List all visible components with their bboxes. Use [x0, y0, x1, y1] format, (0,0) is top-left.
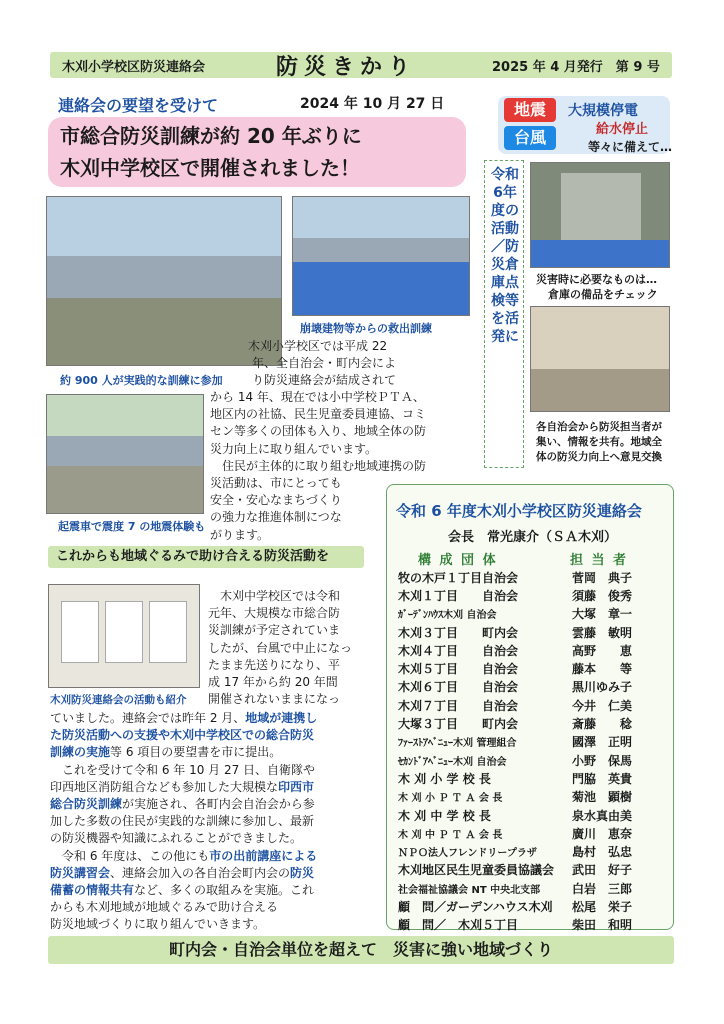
- footer-slogan: 町内会・自治会単位を超えて 災害に強い地域づくり: [48, 936, 674, 964]
- member-organization: 木刈３丁目 町内会: [398, 625, 519, 640]
- photo2-caption: 崩壊建物等からの救出訓練: [300, 322, 432, 335]
- sub-heading: これからも地域ぐるみで助け合える防災活動を: [48, 546, 364, 568]
- tag-earthquake: 地震: [504, 98, 556, 122]
- member-person: 菅岡 典子: [572, 570, 633, 585]
- text-line: ていました。連絡会では昨年 2 月、地域が連携し: [50, 711, 318, 725]
- member-row: [398, 879, 668, 897]
- member-person: 菊池 顕樹: [572, 790, 633, 805]
- member-person: 雲藤 敏明: [572, 625, 633, 640]
- article-date: 2024 年 10 月 27 日: [300, 96, 445, 112]
- text-line: 年、全自治会・町内会によ: [252, 356, 397, 371]
- text-line: 防災講習会、連絡会加入の各自治会町内会の防災: [50, 865, 315, 880]
- tag-water-outage: 給水停止: [596, 122, 649, 137]
- text-line: の防災機器や知識にふれることができました。: [50, 831, 303, 846]
- sidebar-caption-2: 各自治会から防災担当者が 集い、情報を共有。地域全 体の防災力向上へ意見交換: [536, 421, 662, 463]
- member-person: 武田 好子: [572, 863, 633, 878]
- tag-typhoon: 台風: [504, 126, 556, 150]
- member-row: [398, 897, 668, 915]
- rescue-training-photo: [292, 196, 470, 316]
- activity-display-photo: [48, 584, 200, 688]
- prepare-text: 等々に備えて…: [588, 140, 673, 154]
- member-row: [398, 605, 668, 623]
- member-organization: ｶﾞｰﾃﾞﾝﾊｳｽ木刈 自治会: [398, 610, 497, 622]
- text-line: 災訓練が予定されていま: [208, 623, 341, 638]
- member-row: [398, 623, 668, 641]
- member-person: 藤本 等: [572, 662, 633, 677]
- newsletter-title: 防災きかり: [276, 54, 417, 80]
- member-organization: 木 刈 中 Ｐ Ｔ Ａ 会 長: [398, 829, 503, 841]
- paragraph-1: [236, 338, 472, 390]
- member-row: [398, 714, 668, 732]
- member-organization: 木刈６丁目 自治会: [398, 680, 519, 695]
- member-row: [398, 733, 668, 751]
- member-row: [398, 678, 668, 696]
- photo4-caption: 木刈防災連絡会の活動も紹介: [50, 694, 187, 706]
- warehouse-check-photo: [530, 162, 670, 268]
- text-line: た防災活動への支援や木刈中学校区での総合防災: [50, 728, 315, 743]
- earthquake-vehicle-photo: [46, 394, 204, 514]
- member-row: [398, 659, 668, 677]
- member-row: [398, 824, 668, 842]
- member-person: 須藤 俊秀: [572, 588, 633, 603]
- headline-line-1: 市総合防災訓練が約 20 年ぶりに: [60, 124, 362, 148]
- member-row: [398, 788, 668, 806]
- member-organization: 木刈１丁目 自治会: [398, 588, 519, 603]
- member-organization: ﾌｧｰｽﾄｱﾍﾞﾆｭｰ木刈 管理組合: [398, 738, 517, 750]
- text-line: セン等多くの団体も入り、地域全体の防: [210, 424, 427, 439]
- text-line: 総合防災訓練が実施され、各町内会自治会から参: [50, 797, 315, 812]
- member-row: [398, 586, 668, 604]
- member-organization: 大塚３丁目 町内会: [398, 717, 519, 732]
- text-line: から 14 年、現在では小中学校ＰＴＡ、: [210, 390, 425, 404]
- text-line: 防災地域づくりに取り組んでいきます。: [50, 917, 266, 932]
- headline-line-2: 木刈中学校区で開催されました！: [60, 156, 360, 180]
- text-line: の強力な推進体制につな: [210, 510, 342, 525]
- member-row: [398, 696, 668, 714]
- tag-blackout: 大規模停電: [568, 103, 638, 119]
- text-line: 印西地区消防組合なども参加した大規模な印西市: [50, 779, 315, 794]
- member-person: 松尾 栄子: [572, 899, 633, 914]
- text-line: 木刈中学校区では令和: [220, 589, 341, 603]
- member-organization: 顧 問／ガーデンハウス木刈: [398, 899, 553, 914]
- text-line: 木刈小学校区では平成 22: [248, 339, 388, 353]
- member-organization: 顧 問／ 木刈５丁目: [398, 918, 519, 933]
- members-chair: 会長 常光康介（ＳＡ木刈）: [448, 530, 618, 545]
- member-person: 黒川ゆみ子: [572, 680, 633, 695]
- members-col1-header: 構 成 団 体: [418, 553, 498, 568]
- text-line: がります。: [210, 527, 270, 542]
- member-person: 大塚 章一: [572, 607, 633, 622]
- member-row: [398, 842, 668, 860]
- text-line: り防災連絡会が結成されて: [252, 373, 397, 388]
- member-organization: 木刈５丁目 自治会: [398, 662, 519, 677]
- photo1-caption: 約 900 人が実践的な訓練に参加: [60, 374, 223, 387]
- member-row: [398, 769, 668, 787]
- member-organization: 木 刈 中 学 校 長: [398, 808, 491, 823]
- meeting-photo: [530, 306, 670, 412]
- member-organization: 木 刈 小 学 校 長: [398, 771, 491, 786]
- member-person: 國澤 正明: [572, 735, 633, 750]
- member-organization: 木刈地区民生児童委員協議会: [398, 863, 555, 878]
- member-organization: 木 刈 小 Ｐ Ｔ Ａ 会 長: [398, 793, 503, 805]
- member-organization: 木刈７丁目 自治会: [398, 698, 519, 713]
- text-line: 地区内の社協、民生児童委員連協、コミ: [210, 407, 427, 422]
- member-row: [398, 861, 668, 879]
- member-row: [398, 751, 668, 769]
- member-person: 高野 恵: [572, 643, 633, 658]
- member-person: 島村 弘忠: [572, 845, 633, 860]
- member-person: 斎藤 稔: [572, 717, 633, 732]
- paragraph-3: [208, 588, 378, 708]
- text-line: たまま先送りになり、平: [208, 657, 341, 672]
- text-line: 開催されないままになっ: [208, 692, 341, 707]
- member-person: 白岩 三郎: [572, 881, 633, 896]
- member-person: 廣川 恵奈: [572, 826, 633, 841]
- text-line: 加した多数の住民が実践的な訓練に参加し、最新: [50, 814, 315, 829]
- members-col2-header: 担 当 者: [570, 553, 629, 568]
- text-line: からも木刈地域が地域ぐるみで助け合える: [50, 900, 279, 915]
- paragraph-4-6: [50, 710, 380, 934]
- text-line: 災活動は、市にとっても: [210, 476, 342, 491]
- member-person: 柴田 和明: [572, 918, 633, 933]
- text-line: したが、台風で中止になっ: [208, 640, 353, 655]
- member-organization: ｾｶﾝﾄﾞｱﾍﾞﾆｭｰ木刈 自治会: [398, 756, 507, 768]
- sidebar-caption-1: 災害時に必要なものは… 倉庫の備品をチェック: [536, 273, 658, 301]
- member-row: [398, 806, 668, 824]
- member-row: [398, 916, 668, 934]
- members-table: [398, 568, 668, 934]
- issue-info: 2025 年 4 月発行 第 9 号: [492, 60, 660, 75]
- photo3-caption: 起震車で震度 7 の地震体験も: [58, 520, 206, 533]
- headline: [48, 117, 466, 187]
- members-title: 令和 6 年度木刈小学校区防災連絡会: [396, 502, 642, 520]
- vertical-title: 令和6年度の活動／防災倉庫点検等を活発に: [491, 167, 519, 345]
- text-line: 令和 6 年度は、この他にも市の出前講座による: [62, 848, 318, 863]
- member-organization: 社会福祉協議会 NT 中央北支部: [398, 884, 541, 896]
- member-person: 門脇 英貴: [572, 771, 633, 786]
- member-organization: 牧の木戸１丁目自治会: [398, 570, 519, 585]
- member-person: 今井 仁美: [572, 698, 633, 713]
- text-line: 元年、大規模な市総合防: [208, 606, 341, 621]
- association-name: 木刈小学校区防災連絡会: [62, 60, 206, 75]
- text-line: 備蓄の情報共有など、多くの取組みを実施。これ: [50, 883, 315, 898]
- text-line: 災力向上に取り組んでいます。: [210, 441, 378, 456]
- member-person: 小野 保馬: [572, 753, 633, 768]
- text-line: 成 17 年から約 20 年間: [208, 675, 338, 690]
- text-line: これを受けて令和 6 年 10 月 27 日、自衛隊や: [62, 762, 316, 777]
- text-line: 住民が主体的に取り組む地域連携の防: [222, 458, 427, 473]
- member-organization: 木刈４丁目 自治会: [398, 643, 519, 658]
- text-line: 安全・安心なまちづくり: [210, 493, 342, 508]
- text-line: 訓練の実施等 6 項目の要望書を市に提出。: [50, 745, 282, 760]
- member-row: [398, 568, 668, 586]
- member-person: 泉水真由美: [572, 808, 633, 823]
- section-heading: 連絡会の要望を受けて: [58, 96, 219, 115]
- member-organization: ＮＰＯ法人フレンドリープラザ: [398, 848, 537, 860]
- member-row: [398, 641, 668, 659]
